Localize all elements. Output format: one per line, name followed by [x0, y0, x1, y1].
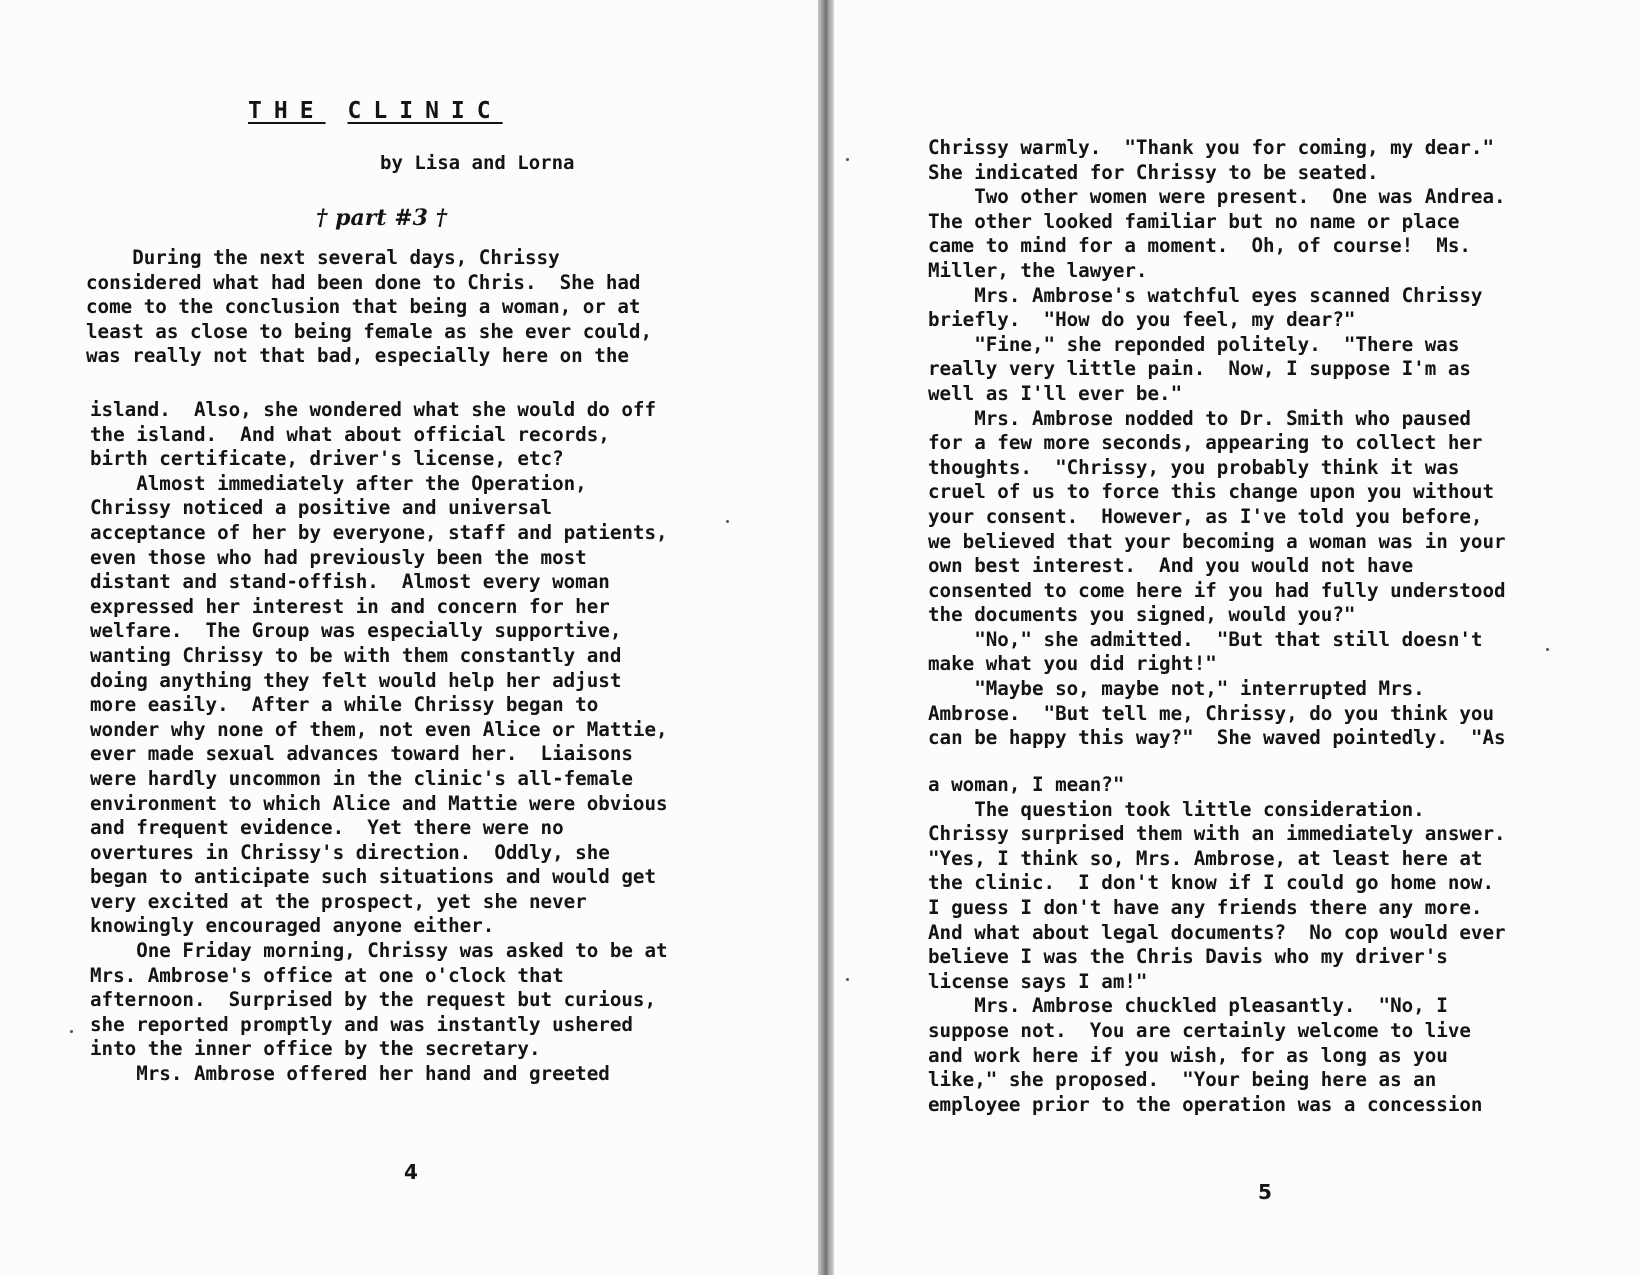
- text-line: expressed her interest in and concern for her: [90, 594, 610, 618]
- text-line: wonder why none of them, not even Alice or Mattie,: [90, 717, 668, 741]
- text-line: distant and stand-offish. Almost every woman: [90, 570, 610, 594]
- page-number-left: 4: [404, 1160, 418, 1184]
- byline: by Lisa and Lorna: [380, 152, 575, 174]
- text-line: like," she proposed. "Your being here as an: [928, 1068, 1437, 1092]
- text-line: doing anything they felt would help her adjust: [90, 668, 622, 692]
- text-line: cruel of us to force this change upon you without: [928, 480, 1495, 504]
- text-line: the documents you signed, would you?": [928, 603, 1356, 627]
- text-line: "Fine," she reponded politely. "There was: [928, 332, 1460, 356]
- book-gutter: [818, 0, 834, 1275]
- left-text-block-2: [90, 398, 668, 1087]
- text-line: The other looked familiar but no name or place: [928, 209, 1460, 233]
- text-line: Ambrose. "But tell me, Chrissy, do you think you: [928, 701, 1495, 725]
- text-line: a woman, I mean?": [928, 773, 1125, 796]
- text-line: welfare. The Group was especially supportive,: [90, 619, 622, 643]
- text-line: acceptance of her by everyone, staff and patients,: [90, 520, 668, 544]
- title-word-2: CLINIC: [347, 98, 503, 124]
- text-line: And what about legal documents? No cop would ever: [928, 920, 1506, 944]
- left-page: [0, 0, 818, 1275]
- text-line: your consent. However, as I've told you before,: [928, 504, 1483, 528]
- text-line: thoughts. "Chrissy, you probably think it was: [928, 455, 1460, 479]
- text-line: I guess I don't have any friends there any more.: [928, 895, 1483, 919]
- text-line: Almost immediately after the Operation,: [90, 471, 587, 495]
- text-line: birth certificate, driver's license, etc?: [90, 447, 564, 471]
- page-number-right: 5: [1258, 1180, 1272, 1204]
- text-line: Mrs. Ambrose chuckled pleasantly. "No, I: [928, 994, 1448, 1018]
- part-label: † part #3 †: [316, 205, 448, 231]
- text-line: considered what had been done to Chris. She had: [86, 270, 641, 294]
- text-line: we believed that your becoming a woman was in your: [928, 529, 1506, 553]
- text-line: She indicated for Chrissy to be seated.: [928, 160, 1379, 184]
- title-word-1: THE: [248, 98, 326, 124]
- text-line: for a few more seconds, appearing to collect her: [928, 431, 1483, 455]
- text-line: Mrs. Ambrose offered her hand and greeted: [90, 1062, 610, 1086]
- right-page: [834, 0, 1640, 1275]
- text-line: knowingly encouraged anyone either.: [90, 914, 495, 938]
- text-line: Miller, the lawyer.: [928, 258, 1148, 282]
- scan-speck: [70, 1030, 73, 1033]
- text-line: into the inner office by the secretary.: [90, 1037, 541, 1061]
- text-line: Mrs. Ambrose's watchful eyes scanned Chrissy: [928, 283, 1483, 307]
- text-line: believe I was the Chris Davis who my driver's: [928, 945, 1448, 969]
- text-line: can be happy this way?" She waved pointedly. "As: [928, 726, 1506, 750]
- right-text-block-2: [928, 773, 1506, 1117]
- text-line: During the next several days, Chrissy: [86, 246, 560, 269]
- text-line: least as close to being female as she ever could,: [86, 319, 653, 343]
- left-text-block-1: [86, 246, 652, 369]
- scan-speck: [846, 978, 849, 981]
- text-line: began to anticipate such situations and would get: [90, 865, 657, 889]
- text-line: come to the conclusion that being a woman, or at: [86, 295, 641, 319]
- text-line: Chrissy warmly. "Thank you for coming, my dear.": [928, 136, 1495, 159]
- text-line: was really not that bad, especially here on the: [86, 344, 629, 368]
- text-line: the island. And what about official records,: [90, 422, 610, 446]
- text-line: "Yes, I think so, Mrs. Ambrose, at least here at: [928, 846, 1483, 870]
- text-line: she reported promptly and was instantly ushered: [90, 1012, 633, 1036]
- text-line: own best interest. And you would not have: [928, 554, 1414, 578]
- text-line: make what you did right!": [928, 652, 1217, 676]
- text-line: really very little pain. Now, I suppose I'm as: [928, 357, 1471, 381]
- text-line: island. Also, she wondered what she would do off: [90, 398, 657, 421]
- text-line: ever made sexual advances toward her. Liaisons: [90, 742, 633, 766]
- text-line: "No," she admitted. "But that still doesn't: [928, 627, 1483, 651]
- scan-speck: [1546, 648, 1549, 651]
- text-line: the clinic. I don't know if I could go home now.: [928, 871, 1495, 895]
- text-line: wanting Chrissy to be with them constantly and: [90, 643, 622, 667]
- text-line: even those who had previously been the most: [90, 545, 587, 569]
- text-line: One Friday morning, Chrissy was asked to be at: [90, 939, 668, 963]
- story-title: [248, 98, 503, 124]
- text-line: and frequent evidence. Yet there were no: [90, 816, 564, 840]
- text-line: Chrissy surprised them with an immediately answer.: [928, 822, 1506, 846]
- text-line: license says I am!": [928, 969, 1148, 993]
- scan-speck: [846, 158, 849, 161]
- text-line: afternoon. Surprised by the request but curious,: [90, 988, 657, 1012]
- text-line: Two other women were present. One was Andrea.: [928, 185, 1506, 209]
- right-text-block-1: [928, 136, 1506, 751]
- text-line: The question took little consideration.: [928, 797, 1425, 821]
- text-line: Chrissy noticed a positive and universal: [90, 496, 553, 520]
- text-line: consented to come here if you had fully understood: [928, 578, 1506, 602]
- text-line: very excited at the prospect, yet she never: [90, 889, 587, 913]
- text-line: Mrs. Ambrose's office at one o'clock that: [90, 963, 564, 987]
- text-line: more easily. After a while Chrissy began to: [90, 693, 599, 717]
- text-line: environment to which Alice and Mattie were obvious: [90, 791, 668, 815]
- text-line: and work here if you wish, for as long as you: [928, 1043, 1448, 1067]
- text-line: suppose not. You are certainly welcome to live: [928, 1018, 1471, 1042]
- text-line: were hardly uncommon in the clinic's all-female: [90, 766, 633, 790]
- text-line: Mrs. Ambrose nodded to Dr. Smith who paused: [928, 406, 1471, 430]
- text-line: overtures in Chrissy's direction. Oddly, she: [90, 840, 610, 864]
- text-line: "Maybe so, maybe not," interrupted Mrs.: [928, 677, 1425, 701]
- scan-speck: [726, 520, 729, 523]
- text-line: came to mind for a moment. Oh, of course! Ms.: [928, 234, 1471, 258]
- text-line: well as I'll ever be.": [928, 381, 1183, 405]
- text-line: briefly. "How do you feel, my dear?": [928, 308, 1356, 332]
- text-line: employee prior to the operation was a concession: [928, 1092, 1483, 1116]
